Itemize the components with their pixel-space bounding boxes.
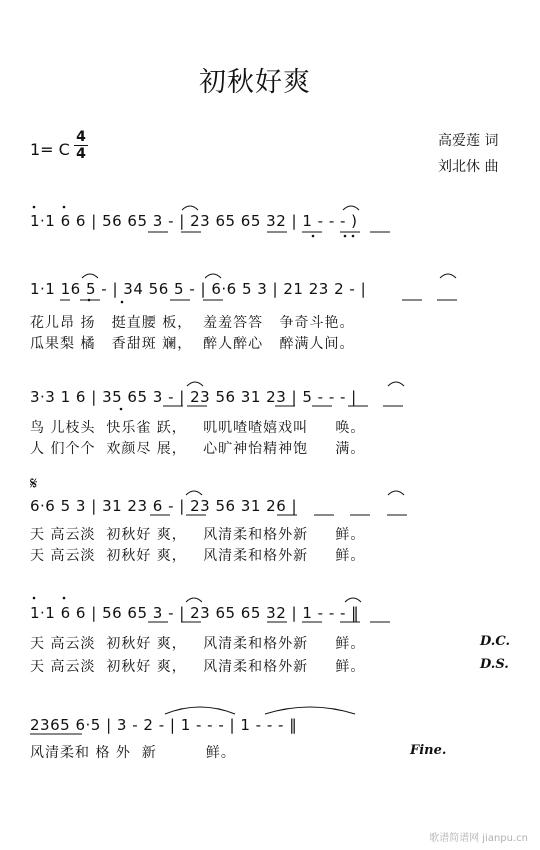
notation-line-5: 1·1 6 6 | 56 65 3 - | 23 65 65 32 | 1 - - - ‖: [30, 604, 360, 622]
lyric-line-5b: 天 高云淡 初秋好 爽， 风清柔和格外新 鲜。: [30, 659, 366, 675]
lyric-line-4a: 天 高云淡 初秋好 爽， 风清柔和格外新 鲜。: [30, 527, 366, 543]
lyric-line-5a: 天 高云淡 初秋好 爽， 风清柔和格外新 鲜。: [30, 636, 366, 652]
composer-credit: 刘北休 曲: [438, 159, 499, 175]
time-signature-numerator: 4: [76, 129, 86, 145]
segno-icon: 𝄋: [30, 474, 38, 494]
lyric-line-2a: 花儿昂 扬 挺直腰 板， 羞羞答答 争奇斗艳。: [30, 315, 355, 331]
ds-mark: D.S.: [480, 657, 509, 672]
page-title: 初秋好爽: [199, 67, 311, 98]
site-watermark: 歌谱简谱网 jianpu.cn: [429, 833, 528, 844]
lyricist-credit: 高爱莲 词: [438, 133, 499, 149]
lyric-line-2b: 瓜果梨 橘 香甜斑 斓， 醉人醉心 醉满人间。: [30, 336, 355, 352]
lyric-line-4b: 天 高云淡 初秋好 爽， 风清柔和格外新 鲜。: [30, 548, 366, 564]
notation-line-6: 2365 6·5 | 3 - 2 - | 1 - - - | 1 - - - ‖: [30, 716, 298, 734]
notation-line-2: 1·1 16 5 - | 34 56 5 - | 6·6 5 3 | 21 23 2 - |: [30, 280, 367, 298]
lyric-line-3a: 鸟 儿枝头 快乐雀 跃， 叽叽喳喳嬉戏叫 唤。: [30, 420, 366, 436]
time-signature-denominator: 4: [76, 146, 86, 162]
notation-line-4: 6·6 5 3 | 31 23 6 - | 23 56 31 26 |: [30, 497, 298, 515]
dc-mark: D.C.: [480, 634, 510, 649]
lyric-line-3b: 人 们个个 欢颜尽 展， 心旷神怡精神饱 满。: [30, 441, 366, 457]
notation-line-1: 1·1 6 6 | 56 65 3 - | 23 65 65 32 | 1 - - - ): [30, 212, 358, 230]
notation-line-3: 3·3 1 6 | 35 65 3 - | 23 56 31 23 | 5 - - - |: [30, 388, 357, 406]
lyric-line-6: 风清柔和 格 外 新 鲜。: [30, 745, 236, 761]
fine-mark: Fine.: [410, 743, 447, 758]
key-signature: 1= C: [30, 140, 70, 159]
